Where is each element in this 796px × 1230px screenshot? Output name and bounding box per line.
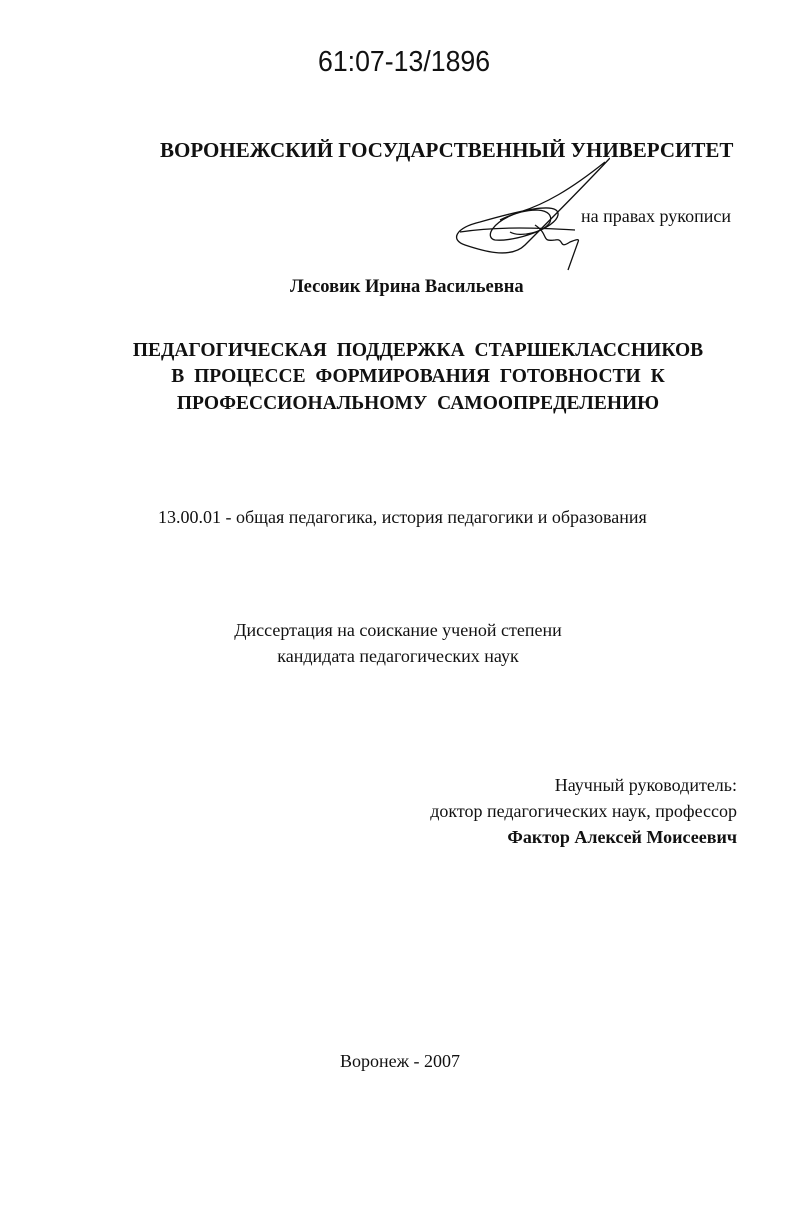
dissertation-degree-line: кандидата педагогических наук [277,646,519,666]
specialty: 13.00.01 - общая педагогика, история педагогики и образования [158,507,647,527]
city-year: Воронеж - 2007 [339,1051,461,1071]
university-name: ВОРОНЕЖСКИЙ ГОСУДАРСТВЕННЫЙ УНИВЕРСИТЕТ [160,138,734,162]
supervisor-label: Научный руководитель: [554,775,737,795]
supervisor-name: Фактор Алексей Моисеевич [507,827,737,847]
dissertation-degree-line: Диссертация на соискание ученой степени [234,620,562,640]
thesis-title-line: ПРОФЕССИОНАЛЬНОМУ САМООПРЕДЕЛЕНИЮ [176,393,660,414]
author-name: Лесовик Ирина Васильевна [290,277,524,297]
thesis-title-line: В ПРОЦЕССЕ ФОРМИРОВАНИЯ ГОТОВНОСТИ К [171,366,665,387]
supervisor-degree: доктор педагогических наук, профессор [430,801,737,821]
thesis-title-line: ПЕДАГОГИЧЕСКАЯ ПОДДЕРЖКА СТАРШЕКЛАССНИКОВ [132,340,704,361]
manuscript-rights-note: на правах рукописи [581,206,731,226]
registry-number: 61:07-13/1896 [318,46,491,78]
